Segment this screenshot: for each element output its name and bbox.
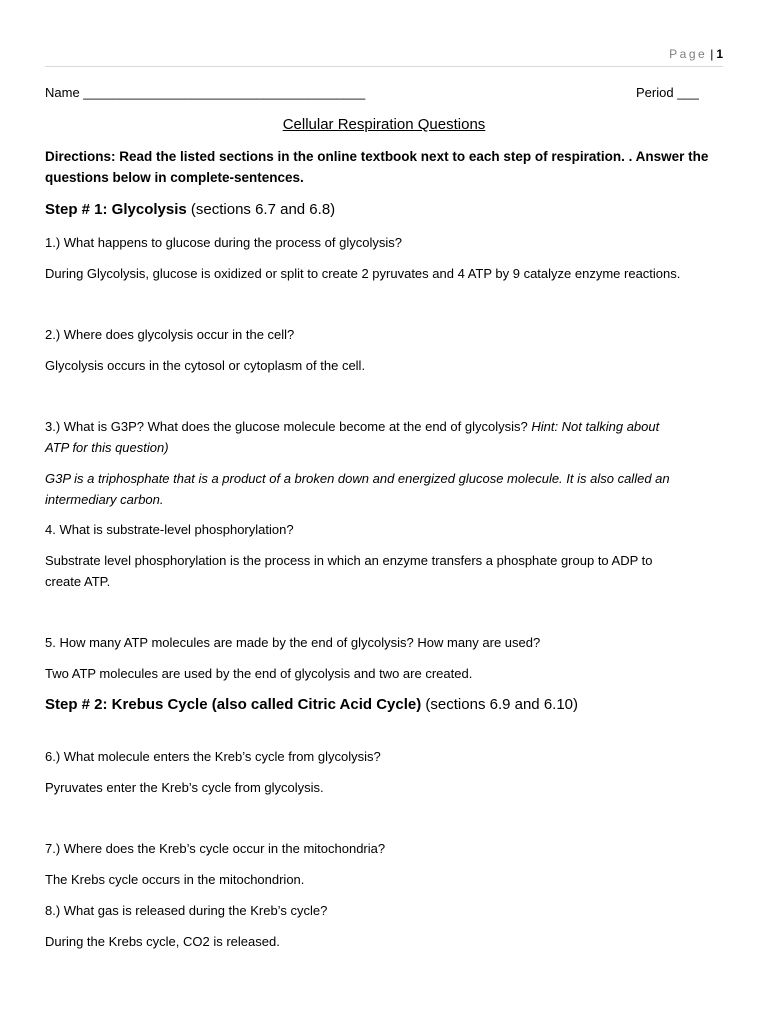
- answer-4-line-2: create ATP.: [45, 574, 111, 589]
- answer-3-line-2: intermediary carbon.: [45, 492, 164, 507]
- directions-line-2: questions below in complete-sentences.: [45, 170, 304, 185]
- question-7: 7.) Where does the Kreb’s cycle occur in the mitochondria?: [45, 841, 386, 856]
- answer-3-line-1: G3P is a triphosphate that is a product of a broken down and energized glucose molecule. It is also called an: [45, 471, 670, 486]
- step-1-heading: [45, 201, 335, 218]
- page-label: Page: [669, 47, 708, 61]
- page-title: Cellular Respiration Questions: [282, 116, 486, 133]
- answer-5: Two ATP molecules are used by the end of glycolysis and two are created.: [45, 666, 473, 681]
- step-2-sections: (sections 6.9 and 6.10): [421, 696, 579, 713]
- directions-line-1: Directions: Read the listed sections in the online textbook next to each step of respiration. . Answer the: [45, 149, 709, 164]
- question-3: [45, 419, 659, 434]
- step-2-heading: [45, 696, 578, 713]
- question-5: 5. How many ATP molecules are made by the end of glycolysis? How many are used?: [45, 635, 541, 650]
- answer-6: Pyruvates enter the Kreb’s cycle from glycolysis.: [45, 780, 324, 795]
- page-header: [669, 47, 723, 61]
- period-field-label: Period ___: [636, 85, 699, 100]
- answer-1: During Glycolysis, glucose is oxidized or split to create 2 pyruvates and 4 ATP by 9 catalyze enzyme reactions.: [45, 266, 681, 281]
- question-4: 4. What is substrate-level phosphorylation?: [45, 522, 294, 537]
- step-1-sections: (sections 6.7 and 6.8): [186, 201, 336, 218]
- answer-7: The Krebs cycle occurs in the mitochondrion.: [45, 872, 305, 887]
- question-2: 2.) Where does glycolysis occur in the cell?: [45, 327, 295, 342]
- answer-8: During the Krebs cycle, CO2 is released.: [45, 934, 280, 949]
- question-3-text: 3.) What is G3P? What does the glucose molecule become at the end of glycolysis?: [45, 419, 528, 434]
- header-divider: [45, 66, 723, 67]
- step-1-title: Step # 1: Glycolysis: [45, 201, 187, 218]
- question-8: 8.) What gas is released during the Kreb’s cycle?: [45, 903, 328, 918]
- question-6: 6.) What molecule enters the Kreb’s cycle from glycolysis?: [45, 749, 381, 764]
- question-3-hint: Hint: Not talking about: [531, 419, 660, 434]
- answer-2: Glycolysis occurs in the cytosol or cytoplasm of the cell.: [45, 358, 366, 373]
- answer-4-line-1: Substrate level phosphorylation is the process in which an enzyme transfers a phosphate group to ADP to: [45, 553, 653, 568]
- name-field-label: Name _______________________________________: [45, 85, 366, 100]
- question-1: 1.) What happens to glucose during the process of glycolysis?: [45, 235, 402, 250]
- question-3-hint-continued: ATP for this question): [45, 440, 169, 455]
- step-2-title: Step # 2: Krebus Cycle (also called Citric Acid Cycle): [45, 696, 422, 713]
- page-separator: |: [710, 47, 714, 61]
- page-number: 1: [716, 47, 723, 61]
